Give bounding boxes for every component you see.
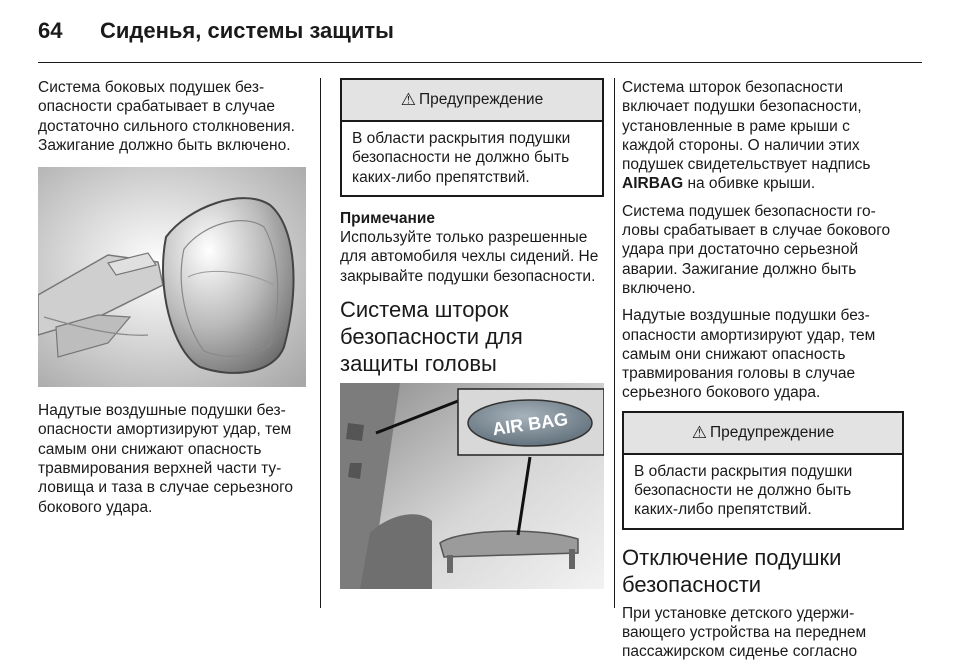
side-airbag-illustration [38, 167, 306, 387]
note-text: Используйте только разрешенные для автомобиля чехлы сидений. Не закрывайте подушки безопасности. [340, 229, 599, 285]
note-title: Примечание [340, 209, 435, 227]
page-title: Сиденья, системы защиты [100, 18, 394, 43]
warning-triangle-icon: ⚠ [691, 423, 708, 443]
warning-text: В области раскрытия подушки безопасности не должно быть каких-либо препятствий. [634, 462, 853, 519]
curtain-airbag-paragraph: Система шторок безопасности включает подушки безопасности, установленные в раме крыши с каждой стороны. О наличии этих подушек свидетельствует надпись AIRBAG на обивке крыши. [622, 79, 871, 193]
airbag-label-text: AIR BAG [491, 408, 570, 440]
side-airbag-effect-paragraph: Надутые воздушные подушки безопасности амортизируют удар, тем самым они снижают опасность травмирования верхней части туловища и таза в случае серьезного бокового удара. [38, 402, 294, 516]
column-separator [614, 78, 615, 608]
column-separator [320, 78, 321, 608]
warning-text: В области раскрытия подушки безопасности не должно быть каких-либо препятствий. [352, 130, 571, 186]
page-number: 64 [38, 18, 63, 43]
column-3 [622, 78, 904, 670]
section-heading-airbag-deactivation: Отключение подушки безопасности [622, 544, 842, 597]
airbag-marking: AIRBAG [622, 175, 684, 193]
column-1 [38, 78, 306, 525]
warning-box [340, 78, 604, 197]
column-2 [340, 78, 604, 589]
warning-header [342, 80, 602, 122]
side-airbag-paragraph: Система боковых подушек безопасности срабатывает в случае достаточно сильного столкновения. Зажигание должно быть включено. [38, 79, 295, 154]
section-heading-curtain-airbags: Система шторок безопасности для защиты головы [340, 297, 523, 377]
page-header [38, 14, 394, 48]
warning-triangle-icon: ⚠ [400, 90, 417, 110]
warning-title: Предупреждение [710, 424, 835, 442]
deactivation-paragraph: При установке детского удерживающего устройства на переднем пассажирском сиденье согласно [622, 604, 867, 661]
warning-box [622, 411, 904, 530]
warning-title: Предупреждение [419, 91, 544, 109]
curtain-airbag-effect-paragraph: Надутые воздушные подушки безопасности амортизируют удар, тем самым они снижают опасность травмирования головы в случае серьезного бокового удара. [622, 307, 876, 402]
header-rule [38, 62, 922, 63]
warning-header [624, 413, 902, 455]
curtain-airbag-trigger-paragraph: Система подушек безопасности головы срабатывает в случае бокового удара при достаточно серьезной аварии. Зажигание должно быть включено. [622, 202, 891, 297]
curtain-airbag-illustration [340, 383, 604, 589]
